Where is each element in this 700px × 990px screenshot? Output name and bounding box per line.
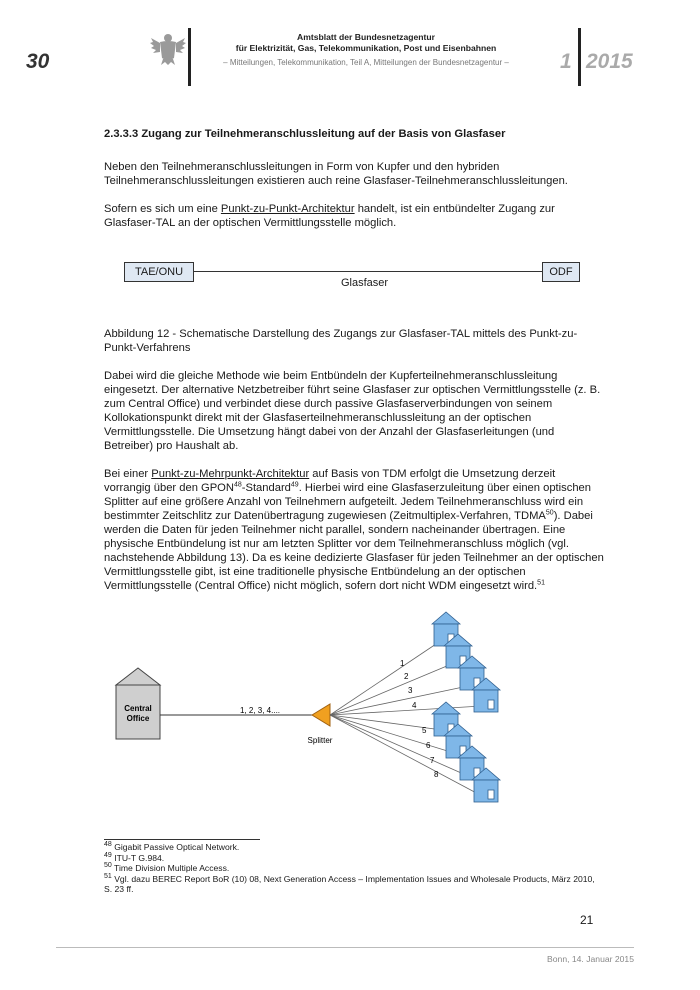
branch-label-1: 1 [400, 659, 405, 668]
issue-number: 1 [560, 50, 572, 73]
footnote-48: $^{48}$ Gigabit Passive Optical Network. [104, 841, 240, 852]
footer-rule [56, 947, 634, 948]
footnote-ref-51[interactable]: 51 [537, 579, 545, 587]
footnote-50: $^{50}$ Time Division Multiple Access. [104, 862, 230, 874]
footnote-ref-48[interactable]: 48 [233, 481, 242, 489]
branch-label-5: 5 [422, 726, 427, 735]
paragraph-2: Sofern es sich um eine Punkt-zu-Punkt-Architektur handelt, ist ein entbündelter Zugang zur Glasfaser-TAL an der optischen Vermittlungsstelle möglich. [104, 203, 555, 229]
houses-group-1 [432, 612, 500, 712]
houses-group-2 [432, 702, 500, 802]
tae-onu-box: TAE/ONU [124, 262, 194, 282]
paragraph-4: Bei einer Punkt-zu-Mehrpunkt-Architektur auf Basis von TDM erfolgt die Umsetzung derzeit vorrangig über den GPON$^{48}$-Standard$^{49}$. Hierbei wird eine Glasfaserzuleitung über einen optischen Splitter auf eine größere Anzahl von Teilnehmern aufgeteilt. Jedem Teilnehmeranschluss wird ein bestimmter Zeitschlitz zur Datenübertragung zugewiesen (Zeitmultiplex-Verfahren, TDMA$^{50}$). Dabei werden die Daten für jeden Teilnehmer nicht parallel, sondern nacheinander übertragen. Eine physische Entbündelung ist nur am letzten Splitter vor dem Teilnehmeranschluss möglich (vgl. nachstehende Abbildung 13). Da es keine dedizierte Glasfaser für jeden Teilnehmer an der optischen Vermittlungsstelle gibt, ist eine traditionelle physische Entbündelung an der optischen Vermittlungsstelle (Central Office) nicht möglich, sofern dort nicht WDM eingesetzt wird.$^{51}$ [104, 468, 604, 592]
splitter-label: Splitter [307, 736, 333, 745]
issue-divider [578, 28, 581, 86]
figure-13-gpon-diagram [104, 610, 534, 820]
footer-date: Bonn, 14. Januar 2015 [547, 954, 634, 964]
branch-label-3: 3 [408, 686, 413, 695]
p2p-architecture-term: Punkt-zu-Punkt-Architektur [220, 203, 355, 215]
p2mp-architecture-term: Punkt-zu-Mehrpunkt-Architektur [151, 468, 310, 480]
footnote-ref-50[interactable]: 50 [545, 509, 554, 517]
footer-page-number: 21 [580, 913, 594, 927]
footnotes [104, 842, 599, 895]
branch-label-7: 7 [430, 756, 435, 765]
splitter-triangle [312, 704, 330, 726]
journal-title: Amtsblatt der Bundesnetzagentur für Elektrizität, Gas, Telekommunikation, Post und Eisenbahnen [235, 32, 497, 53]
fiber-line [194, 271, 542, 272]
journal-subtitle: – Mitteilungen, Telekommunikation, Teil A, Mitteilungen der Bundesnetzagentur – [223, 58, 509, 67]
branch-label-4: 4 [412, 701, 417, 710]
paragraph-1: Neben den Teilnehmeranschlussleitungen in Form von Kupfer und den hybriden Teilnehmeranschlussleitungen existieren auch reine Glasfaser-Teilnehmeranschlussleitungen. [104, 161, 568, 187]
feeder-label: 1, 2, 3, 4.... [239, 706, 281, 715]
figure-12-p2p-diagram [104, 258, 604, 298]
central-office-label-2: Office [126, 714, 150, 723]
branch-label-6: 6 [426, 741, 431, 750]
fiber-label: Glasfaser [341, 277, 389, 289]
federal-eagle-icon [150, 32, 186, 66]
issue-year: 2015 [586, 50, 633, 73]
footnote-51: $^{51}$ Vgl. dazu BEREC Report BoR (10) 08, Next Generation Access – Implementation Issues and Wholesale Products, März 2010, S. 23 ff. [104, 872, 595, 895]
paragraph-3: Dabei wird die gleiche Methode wie beim Entbündeln der Kupferteilnehmeranschlussleitung eingesetzt. Der alternative Netzbetreiber führt seine Glasfaser zur optischen Vermittlungsstelle (z. B. zum Central Office) und verbindet diese durch passive Glasfaserverbindungen von seinem Kollokationspunkt direkt mit der Glasfaserteilnehmeranschlussleitung an der optischen Vermittlungsstelle. Die Umsetzung hängt dabei von der Anzahl der Glasfaserleitungen (und Betreiber) pro Haushalt ab. [104, 370, 601, 452]
central-office-building [116, 668, 160, 739]
branch-label-8: 8 [434, 770, 439, 779]
figure-12-caption: Abbildung 12 - Schematische Darstellung des Zugangs zur Glasfaser-TAL mittels des Punkt-zu-Punkt-Verfahrens [104, 328, 578, 354]
central-office-label-1: Central [124, 704, 152, 713]
page-number: 30 [26, 50, 50, 73]
footnote-ref-49[interactable]: 49 [290, 481, 299, 489]
branch-label-2: 2 [404, 672, 409, 681]
footnote-49: $^{49}$ ITU-T G.984. [104, 851, 165, 863]
section-heading: 2.3.3.3 Zugang zur Teilnehmeranschlussleitung auf der Basis von Glasfaser [104, 128, 506, 140]
odf-box: ODF [542, 262, 580, 282]
footnote-rule [104, 839, 260, 840]
header-divider [188, 28, 191, 86]
